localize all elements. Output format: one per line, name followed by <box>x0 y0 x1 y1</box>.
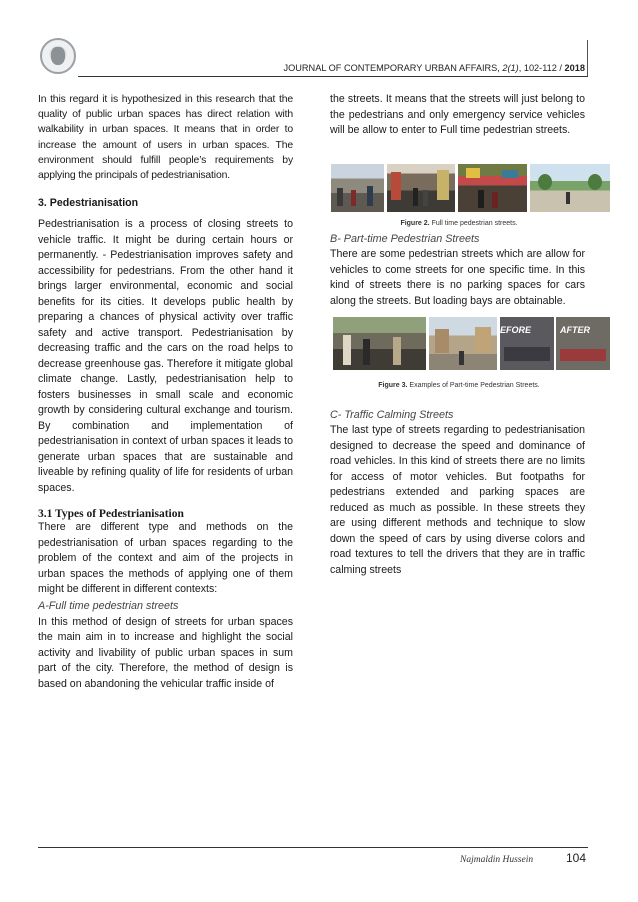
running-header <box>284 63 585 73</box>
figure-3-caption <box>330 382 588 389</box>
journal-logo-icon <box>40 38 76 74</box>
subsection-a-heading: A-Full time pedestrian streets <box>38 599 179 612</box>
header-rule <box>78 76 588 77</box>
figure-3-images <box>333 317 610 370</box>
figure-2-images <box>331 164 610 212</box>
figure-2-text: Full time pedestrian streets. <box>429 220 518 227</box>
section-3-heading: 3. Pedestrianisation <box>38 197 139 210</box>
journal-pages: , 102-112 / <box>518 63 565 73</box>
journal-volume: 2(1) <box>502 63 519 73</box>
subsection-b-heading: B- Part-time Pedestrian Streets <box>330 233 480 245</box>
figure-3-label: Figure 3. <box>378 382 408 389</box>
section-3-1-paragraph: There are different type and methods on the pedestrianisation of urban spaces regarding to the problem of the context and aim of the projects in urban spaces the methods of applying one of them might be different in different contexts: <box>38 521 293 596</box>
intro-paragraph: In this regard it is hypothesized in this research that the quality of public urban spaces has direct relation with walkability in urban spaces. It means that in order to increase the amount of users in urban spaces. The environment should fulfill people’s requirements by applying the principals of pedestrianisation. <box>38 94 293 182</box>
figure-3-text: Examples of Part-time Pedestrian Streets. <box>407 382 540 389</box>
figure-3-before-label: EFORE <box>500 325 532 335</box>
subsection-b-paragraph: There are some pedestrian streets which are allow for vehicles to come streets for one specific time. In this kind of streets there is no parking spaces for cars along the streets. But loading bays are obtainable. <box>330 248 585 307</box>
footer-rule <box>38 847 588 848</box>
right-column-top <box>330 92 585 139</box>
figure-2-photo-2 <box>387 164 455 212</box>
subsection-c-paragraph: The last type of streets regarding to pedestrianisation designed to decrease the speed and dominance of road vehicles. In this kind of streets there are no limits for access of motor vehicles. But footpaths for pedestrians extended and parking spaces are reduced as much as possible. In these streets they are using different methods and technique to slow down the speed of cars by using diverse colors and road textures to tell the drivers that they are in traffic calming streets <box>330 424 585 576</box>
figure-3-photo-2 <box>429 317 497 370</box>
figure-2-photo-1 <box>331 164 384 212</box>
journal-name: JOURNAL OF CONTEMPORARY URBAN AFFAIRS, <box>283 63 503 73</box>
left-column <box>38 92 293 692</box>
subsection-a-paragraph: In this method of design of streets for urban spaces the main aim in to increase and highlight the social activity and livability of public urban spaces in sum part of the city. Therefore, the method of design is based on abandoning the vehicular traffic inside of <box>38 615 293 690</box>
subsection-c-heading: C- Traffic Calming Streets <box>330 409 454 421</box>
right-column-middle <box>330 232 585 309</box>
page-number: 104 <box>566 851 587 865</box>
figure-3-photo-3 <box>500 317 610 370</box>
continued-paragraph: the streets. It means that the streets will just belong to the pedestrians and only emergency service vehicles will be allow to enter to Full time pedestrian streets. <box>330 93 585 136</box>
figure-2-photo-4 <box>530 164 610 212</box>
footer-author: Najmaldin Hussein <box>460 855 534 865</box>
section-3-1-heading: 3.1 Types of Pedestrianisation <box>38 508 184 521</box>
journal-year: 2018 <box>564 63 585 73</box>
figure-3-photo-1 <box>333 317 426 370</box>
figure-2-caption <box>330 220 588 227</box>
figure-2-photo-3 <box>458 164 527 212</box>
right-column-bottom <box>330 408 585 578</box>
figure-3-after-label: AFTER <box>560 325 590 335</box>
figure-2-label: Figure 2. <box>400 220 430 227</box>
header-vertical-rule <box>587 40 588 76</box>
section-3-paragraph: Pedestrianisation is a process of closing streets to vehicle traffic. It might be during certain hours or permanently. - Pedestrianisation improves safety and accessibility for pedestrians. From the other hand it brings larger environmental, economic and social benefits for its cities. It develops public health by preparing a chances of physical activity over traffic safety and active transport. Pedestrianisation by decreasing traffic and the cars on the road helps to decrease greenhouse gas. Therefore it mitigate global climate change. Lastly, pedestrianisation help to fosters businesses in small scale and economic growth by considering cultural exchange and tourism. By combination and implementation of pedestrianisation in context of urban spaces it leads to generate urban spaces that are sustainable and liveable by refining quality of life for residents of urban spaces. <box>38 218 293 494</box>
